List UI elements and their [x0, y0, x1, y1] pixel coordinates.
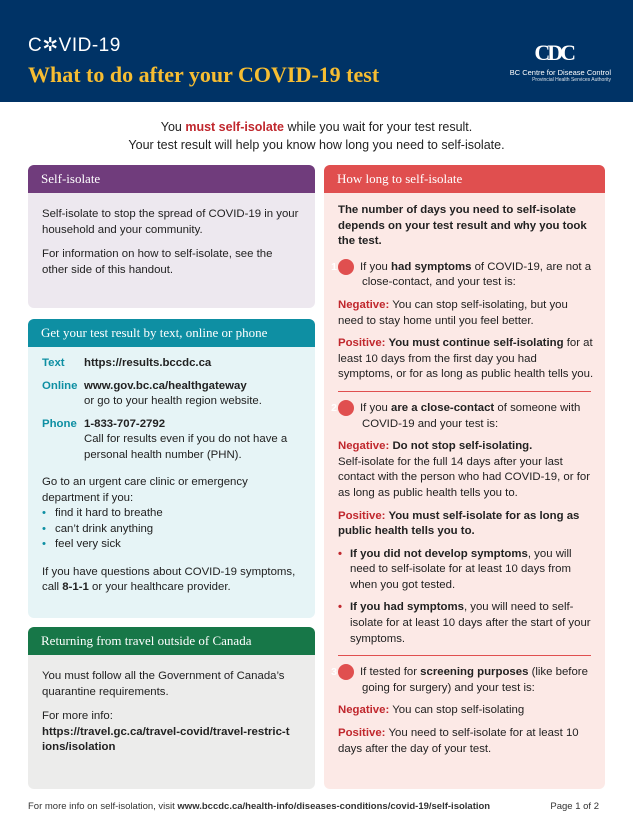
- phone-811[interactable]: 8-1-1: [62, 581, 89, 593]
- travel-link[interactable]: https://travel.gc.ca/travel-covid/travel-restric-tions/isolation: [42, 725, 290, 753]
- s3-bold: screening purposes: [420, 666, 529, 679]
- footer-text: For more info on self-isolation, visit: [28, 801, 178, 812]
- positive-label: Positive:: [338, 337, 386, 350]
- bullet-bold: If you did not develop symptoms: [350, 547, 528, 560]
- text-label: Text: [42, 357, 65, 369]
- s1-post: of COVID-19, are not a close-contact, and your test is:: [362, 260, 592, 289]
- bccdc-logo: [491, 40, 611, 83]
- page-number: Page 1 of 2: [550, 801, 599, 812]
- positive-label: Positive:: [338, 727, 386, 740]
- travel-box: [28, 627, 315, 789]
- travel-heading: Returning from travel outside of Canada: [28, 627, 315, 655]
- bullet-text: , you will need to self-isolate for at least 10 days after the start of your symptoms.: [350, 601, 591, 645]
- s2-pre: If you: [360, 401, 392, 414]
- bullet-text: , you will need to self-isolate for at least 10 days from when you got tested.: [350, 547, 572, 591]
- number-badge: 1: [338, 259, 354, 275]
- urgent-list: [42, 506, 301, 553]
- page-title: What to do after your COVID-19 test: [28, 62, 380, 87]
- test-result-heading: Get your test result by text, online or phone: [28, 319, 315, 347]
- list-item: • can’t drink anything: [42, 522, 301, 538]
- travel-p2: For more info:: [42, 710, 113, 722]
- bullet-bold: If you had symptoms: [350, 601, 464, 614]
- number-badge: 2: [338, 400, 354, 416]
- scenario-3: [331, 664, 595, 696]
- self-isolate-heading: Self-isolate: [28, 165, 315, 193]
- questions-text: [42, 565, 301, 596]
- s1-positive: [338, 336, 595, 383]
- s1-negative: [338, 298, 595, 329]
- healthgateway-link[interactable]: www.gov.bc.ca/healthgateway: [84, 379, 247, 392]
- s1-pre: If you: [360, 260, 392, 273]
- questions-post: or your healthcare provider.: [88, 581, 231, 593]
- s2-pos-bold: You must self-isolate for as long as public health tells you to.: [338, 509, 580, 538]
- contact-text: [42, 356, 301, 372]
- scenario-2: [331, 400, 595, 432]
- s1-bold: had symptoms: [391, 260, 472, 273]
- scenario-1: [331, 259, 595, 291]
- online-label: Online: [42, 379, 78, 392]
- divider: [338, 655, 591, 656]
- s3-negative: [338, 703, 595, 719]
- s1-pos-text: for at least 10 days from the first day you had symptoms, or for as long as public health tells you.: [338, 337, 594, 381]
- s3-neg-text: You can stop self-isolating: [389, 704, 525, 717]
- footer: [28, 801, 605, 812]
- how-long-box: [324, 165, 605, 789]
- number-badge: 3: [338, 664, 354, 680]
- phone-label: Phone: [42, 417, 77, 430]
- intro-text: You: [160, 120, 186, 134]
- divider: [338, 391, 591, 392]
- results-link[interactable]: https://results.bccdc.ca: [84, 357, 212, 369]
- contact-phone: [42, 417, 301, 464]
- s3-post: (like before going for surgery) and your test is:: [362, 666, 588, 694]
- questions-pre: If you have questions about COVID-19 symptoms, call: [42, 565, 296, 593]
- covid-wordmark: C✲VID-19: [28, 35, 121, 56]
- negative-label: Negative:: [338, 440, 390, 453]
- intro: [0, 118, 633, 154]
- negative-label: Negative:: [338, 298, 390, 311]
- intro-text: while you wait for your test result.: [283, 120, 473, 134]
- logo-mark: CDC: [534, 40, 573, 65]
- self-isolate-box: [28, 165, 315, 308]
- positive-label: Positive:: [338, 509, 386, 522]
- header-banner: [0, 0, 633, 102]
- s1-pos-bold: You must continue self-isolating: [385, 337, 564, 350]
- self-isolate-p2: For information on how to self-isolate, see the other side of this handout.: [42, 248, 273, 276]
- s2-neg-text: Self-isolate for the full 14 days after your last contact with the person who had COVID-19, or for as long as public health tells you to.: [338, 455, 590, 499]
- how-long-lead: The number of days you need to self-isolate depends on your test result and why you took the test.: [338, 204, 587, 248]
- s2-bold: are a close-contact: [391, 401, 495, 414]
- list-item: [338, 547, 595, 594]
- s3-positive: [338, 726, 595, 757]
- intro-emphasis: must self-isolate: [185, 120, 284, 134]
- s2-bullets: [338, 547, 595, 648]
- test-result-box: [28, 319, 315, 618]
- list-item: [338, 600, 595, 647]
- list-item: • feel very sick: [42, 537, 301, 553]
- online-note: or go to your health region website.: [84, 395, 262, 407]
- logo-sub: Provincial Health Services Authority: [532, 77, 611, 83]
- s2-negative: [338, 439, 595, 501]
- s3-pos-text: You need to self-isolate for at least 10 days after the day of your test.: [338, 727, 579, 755]
- s3-pre: If tested for: [360, 666, 421, 679]
- footer-link[interactable]: www.bccdc.ca/health-info/diseases-conditions/covid-19/self-isolation: [177, 801, 491, 812]
- s2-neg-bold: Do not stop self-isolating.: [389, 440, 533, 453]
- phone-note: Call for results even if you do not have a personal health number (PHN).: [84, 433, 288, 461]
- s1-neg-text: You can stop self-isolating, but you need to stay home until you feel better.: [338, 298, 568, 327]
- logo-name: BC Centre for Disease Control: [509, 68, 611, 77]
- s2-positive: [338, 509, 595, 540]
- travel-p1: You must follow all the Government of Canada’s quarantine requirements.: [42, 670, 285, 698]
- s2-post: of someone with COVID-19 and your test is:: [362, 401, 581, 430]
- negative-label: Negative:: [338, 704, 390, 717]
- self-isolate-p1: Self-isolate to stop the spread of COVID-19 in your household and your community.: [42, 208, 299, 236]
- phone-number[interactable]: 1-833-707-2792: [84, 417, 166, 430]
- intro-line2: Your test result will help you know how long you need to self-isolate.: [128, 138, 505, 152]
- list-item: • find it hard to breathe: [42, 506, 301, 522]
- urgent-intro: Go to an urgent care clinic or emergency department if you:: [42, 476, 248, 504]
- how-long-heading: How long to self-isolate: [324, 165, 605, 193]
- contact-online: [42, 379, 301, 410]
